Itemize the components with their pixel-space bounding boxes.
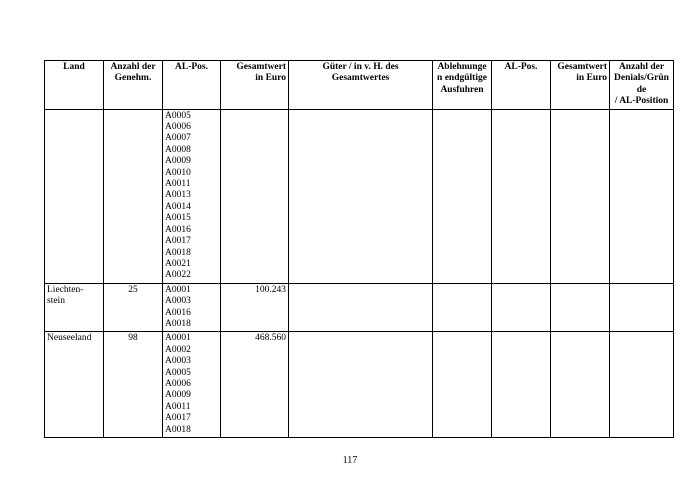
cell-denials [610,332,674,438]
header-gesamtwert-2: Gesamtwert in Euro [551,61,610,110]
table-row [45,283,674,332]
table-row [45,332,674,438]
cell-gesamtwert-2 [551,283,610,332]
header-gueter: Güter / in v. H. des Gesamtwertes [289,61,433,110]
header-al-pos: AL-Pos. [163,61,221,110]
cell-anzahl: 98 [104,332,163,438]
header-al-pos-2: AL-Pos. [492,61,551,110]
cell-gesamtwert [221,109,289,283]
cell-gesamtwert: 100.243 [221,283,289,332]
cell-denials [610,109,674,283]
page-number: 117 [342,455,358,466]
header-row [45,61,674,110]
cell-ablehnungen [433,332,492,438]
table-row [45,109,674,283]
cell-ablehnungen [433,109,492,283]
cell-denials [610,283,674,332]
header-gesamtwert: Gesamtwert in Euro [221,61,289,110]
cell-anzahl: 25 [104,283,163,332]
header-denials: Anzahl der Denials/Grün de / AL-Position [610,61,674,110]
cell-gesamtwert: 468.560 [221,332,289,438]
cell-gueter [289,283,433,332]
cell-land [45,109,104,283]
cell-al-pos: A0001 A0002 A0003 A0005 A0006 A0009 A0011 A0017 A0018 [163,332,221,438]
cell-gueter [289,109,433,283]
cell-al-pos-2 [492,332,551,438]
cell-land: Liechten- stein [45,283,104,332]
cell-al-pos-2 [492,109,551,283]
header-anzahl-genehm: Anzahl der Genehm. [104,61,163,110]
cell-al-pos: A0001 A0003 A0016 A0018 [163,283,221,332]
header-land: Land [45,61,104,110]
cell-al-pos: A0005 A0006 A0007 A0008 A0009 A0010 A0011 A0013 A0014 A0015 A0016 A0017 A0018 A0021 A0022 [163,109,221,283]
export-table [44,60,674,438]
cell-gesamtwert-2 [551,332,610,438]
cell-gesamtwert-2 [551,109,610,283]
header-ablehnungen: Ablehnunge n endgültige Ausfuhren [433,61,492,110]
cell-gueter [289,332,433,438]
cell-ablehnungen [433,283,492,332]
cell-anzahl [104,109,163,283]
cell-land: Neuseeland [45,332,104,438]
cell-al-pos-2 [492,283,551,332]
